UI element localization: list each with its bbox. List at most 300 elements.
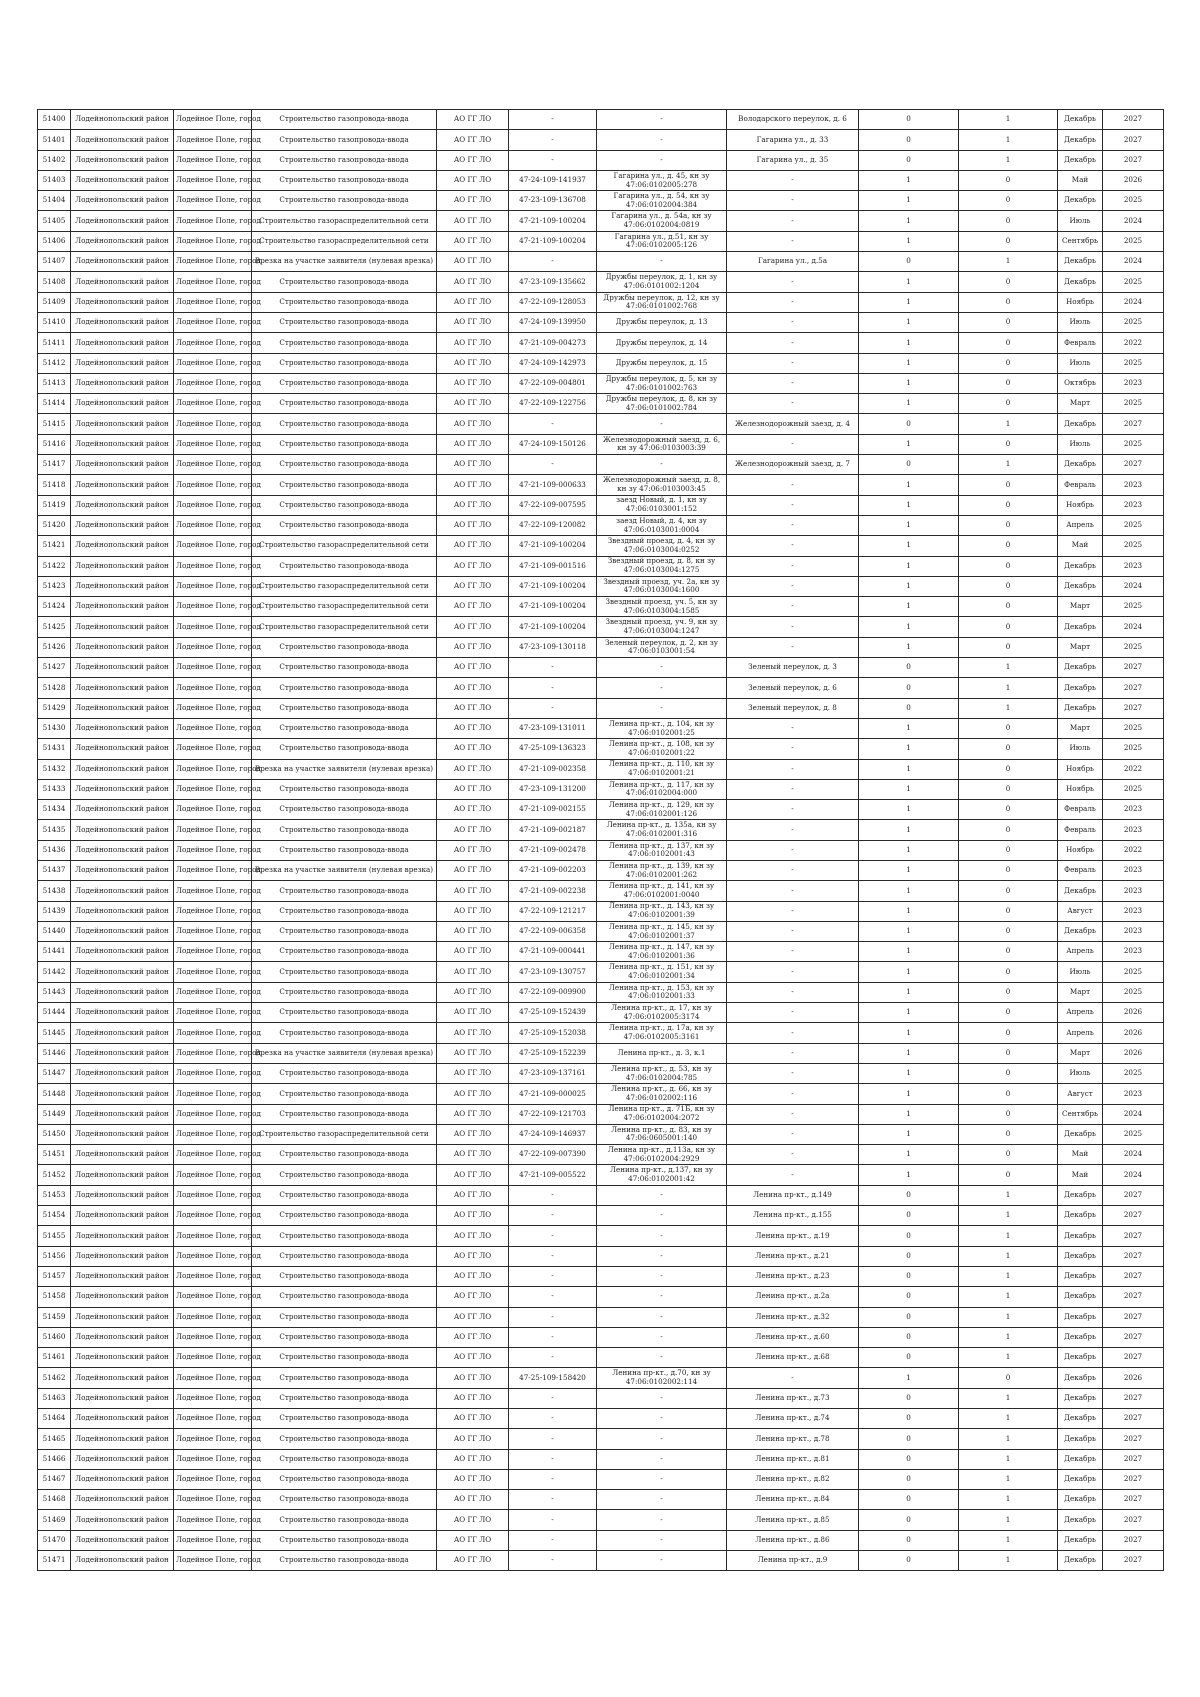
settlement-cell: Лодейное Поле, город: [174, 130, 252, 150]
year-cell: 2025: [1103, 597, 1164, 617]
work-type-cell: Строительство газораспределительной сети: [252, 1124, 437, 1144]
count-a-cell: 0: [859, 130, 959, 150]
contract-number-cell: 47-21-109-001516: [509, 556, 597, 576]
address-cell: Ленина пр-кт., д.23: [727, 1266, 859, 1286]
address-with-cadastral-cell: -: [597, 1307, 727, 1327]
month-cell: Декабрь: [1058, 414, 1103, 434]
contract-number-cell: -: [509, 1266, 597, 1286]
address-with-cadastral-cell: Дружбы переулок, д. 8, кн зу 47:06:0101002:784: [597, 394, 727, 414]
settlement-cell: Лодейное Поле, город: [174, 1185, 252, 1205]
count-b-cell: 1: [959, 252, 1058, 272]
year-cell: 2027: [1103, 130, 1164, 150]
year-cell: 2025: [1103, 515, 1164, 535]
address-cell: Ленина пр-кт., д.81: [727, 1449, 859, 1469]
work-type-cell: Строительство газопровода-ввода: [252, 1469, 437, 1489]
organization-cell: АО ГГ ЛО: [437, 881, 509, 901]
count-a-cell: 1: [859, 1104, 959, 1124]
row-number-cell: 51453: [38, 1185, 71, 1205]
count-b-cell: 0: [959, 1104, 1058, 1124]
organization-cell: АО ГГ ЛО: [437, 1327, 509, 1347]
table-row: [38, 1307, 1164, 1327]
month-cell: Ноябрь: [1058, 779, 1103, 799]
work-type-cell: Строительство газопровода-ввода: [252, 455, 437, 475]
count-b-cell: 1: [959, 130, 1058, 150]
settlement-cell: Лодейное Поле, город: [174, 191, 252, 211]
address-with-cadastral-cell: -: [597, 130, 727, 150]
year-cell: 2027: [1103, 110, 1164, 130]
table-row: [38, 191, 1164, 211]
organization-cell: АО ГГ ЛО: [437, 1490, 509, 1510]
row-number-cell: 51444: [38, 1003, 71, 1023]
count-a-cell: 0: [859, 1226, 959, 1246]
organization-cell: АО ГГ ЛО: [437, 434, 509, 454]
organization-cell: АО ГГ ЛО: [437, 921, 509, 941]
year-cell: 2023: [1103, 1084, 1164, 1104]
count-a-cell: 1: [859, 820, 959, 840]
count-a-cell: 1: [859, 942, 959, 962]
address-with-cadastral-cell: Ленина пр-кт., д. 153, кн зу 47:06:0102001:33: [597, 982, 727, 1002]
count-b-cell: 1: [959, 1388, 1058, 1408]
address-cell: -: [727, 881, 859, 901]
count-a-cell: 1: [859, 312, 959, 332]
district-cell: Лодейнопольский район: [71, 1449, 174, 1469]
address-cell: Зеленый переулок, д. 3: [727, 658, 859, 678]
work-type-cell: Строительство газопровода-ввода: [252, 373, 437, 393]
table-row: [38, 962, 1164, 982]
year-cell: 2027: [1103, 1388, 1164, 1408]
organization-cell: АО ГГ ЛО: [437, 1185, 509, 1205]
month-cell: Декабрь: [1058, 1185, 1103, 1205]
address-with-cadastral-cell: Ленина пр-кт., д. 66, кн зу 47:06:0102002:116: [597, 1084, 727, 1104]
district-cell: Лодейнопольский район: [71, 1003, 174, 1023]
count-b-cell: 0: [959, 820, 1058, 840]
month-cell: Май: [1058, 1145, 1103, 1165]
district-cell: Лодейнопольский район: [71, 414, 174, 434]
row-number-cell: 51434: [38, 800, 71, 820]
address-with-cadastral-cell: Звездный проезд, уч. 5, кн зу 47:06:0103004:1585: [597, 597, 727, 617]
contract-number-cell: -: [509, 1307, 597, 1327]
row-number-cell: 51406: [38, 231, 71, 251]
count-a-cell: 1: [859, 211, 959, 231]
district-cell: Лодейнопольский район: [71, 1307, 174, 1327]
address-cell: -: [727, 1063, 859, 1083]
organization-cell: АО ГГ ЛО: [437, 1104, 509, 1124]
settlement-cell: Лодейное Поле, город: [174, 881, 252, 901]
address-cell: -: [727, 1145, 859, 1165]
month-cell: Декабрь: [1058, 191, 1103, 211]
contract-number-cell: 47-23-109-130118: [509, 637, 597, 657]
organization-cell: АО ГГ ЛО: [437, 779, 509, 799]
settlement-cell: Лодейное Поле, город: [174, 678, 252, 698]
organization-cell: АО ГГ ЛО: [437, 576, 509, 596]
organization-cell: АО ГГ ЛО: [437, 658, 509, 678]
address-with-cadastral-cell: Ленина пр-кт., д. 83, кн зу 47:06:0605001:140: [597, 1124, 727, 1144]
settlement-cell: Лодейное Поле, город: [174, 475, 252, 495]
address-with-cadastral-cell: -: [597, 1469, 727, 1489]
count-a-cell: 1: [859, 718, 959, 738]
address-cell: -: [727, 617, 859, 637]
contract-number-cell: -: [509, 1327, 597, 1347]
district-cell: Лодейнопольский район: [71, 1063, 174, 1083]
settlement-cell: Лодейное Поле, город: [174, 921, 252, 941]
row-number-cell: 51427: [38, 658, 71, 678]
district-cell: Лодейнопольский район: [71, 739, 174, 759]
address-with-cadastral-cell: Ленина пр-кт., д. 135а, кн зу 47:06:0102001:316: [597, 820, 727, 840]
month-cell: Март: [1058, 637, 1103, 657]
settlement-cell: Лодейное Поле, город: [174, 617, 252, 637]
contract-number-cell: -: [509, 1409, 597, 1429]
month-cell: Март: [1058, 1043, 1103, 1063]
row-number-cell: 51445: [38, 1023, 71, 1043]
year-cell: 2027: [1103, 1490, 1164, 1510]
contract-number-cell: 47-21-109-002203: [509, 860, 597, 880]
contract-number-cell: 47-24-109-141937: [509, 170, 597, 190]
year-cell: 2027: [1103, 1206, 1164, 1226]
year-cell: 2022: [1103, 840, 1164, 860]
row-number-cell: 51410: [38, 312, 71, 332]
address-with-cadastral-cell: -: [597, 698, 727, 718]
organization-cell: АО ГГ ЛО: [437, 1409, 509, 1429]
table-row: [38, 150, 1164, 170]
count-a-cell: 0: [859, 1551, 959, 1571]
row-number-cell: 51466: [38, 1449, 71, 1469]
month-cell: Декабрь: [1058, 698, 1103, 718]
row-number-cell: 51433: [38, 779, 71, 799]
year-cell: 2026: [1103, 1023, 1164, 1043]
organization-cell: АО ГГ ЛО: [437, 617, 509, 637]
row-number-cell: 51447: [38, 1063, 71, 1083]
table-row: [38, 373, 1164, 393]
count-a-cell: 1: [859, 1368, 959, 1388]
count-a-cell: 0: [859, 1327, 959, 1347]
address-cell: -: [727, 1124, 859, 1144]
settlement-cell: Лодейное Поле, город: [174, 1084, 252, 1104]
settlement-cell: Лодейное Поле, город: [174, 353, 252, 373]
year-cell: 2025: [1103, 637, 1164, 657]
count-a-cell: 1: [859, 495, 959, 515]
contract-number-cell: -: [509, 1226, 597, 1246]
organization-cell: АО ГГ ЛО: [437, 860, 509, 880]
count-b-cell: 1: [959, 1266, 1058, 1286]
district-cell: Лодейнопольский район: [71, 1368, 174, 1388]
work-type-cell: Строительство газопровода-ввода: [252, 1104, 437, 1124]
district-cell: Лодейнопольский район: [71, 962, 174, 982]
settlement-cell: Лодейное Поле, город: [174, 252, 252, 272]
address-with-cadastral-cell: Дружбы переулок, д. 5, кн зу 47:06:0101002:763: [597, 373, 727, 393]
count-b-cell: 0: [959, 434, 1058, 454]
month-cell: Декабрь: [1058, 617, 1103, 637]
work-type-cell: Строительство газопровода-ввода: [252, 414, 437, 434]
district-cell: Лодейнопольский район: [71, 881, 174, 901]
address-with-cadastral-cell: -: [597, 1348, 727, 1368]
table-row: [38, 1246, 1164, 1266]
contract-number-cell: 47-21-109-100204: [509, 536, 597, 556]
contract-number-cell: 47-24-109-150126: [509, 434, 597, 454]
address-with-cadastral-cell: Дружбы переулок, д. 14: [597, 333, 727, 353]
row-number-cell: 51407: [38, 252, 71, 272]
work-type-cell: Строительство газопровода-ввода: [252, 556, 437, 576]
organization-cell: АО ГГ ЛО: [437, 1023, 509, 1043]
address-cell: Ленина пр-кт., д.85: [727, 1510, 859, 1530]
address-with-cadastral-cell: Ленина пр-кт., д. 17, кн зу 47:06:0102005:3174: [597, 1003, 727, 1023]
district-cell: Лодейнопольский район: [71, 475, 174, 495]
table-row: [38, 1124, 1164, 1144]
organization-cell: АО ГГ ЛО: [437, 191, 509, 211]
count-a-cell: 1: [859, 921, 959, 941]
year-cell: 2024: [1103, 252, 1164, 272]
row-number-cell: 51436: [38, 840, 71, 860]
district-cell: Лодейнопольский район: [71, 1490, 174, 1510]
address-cell: -: [727, 962, 859, 982]
settlement-cell: Лодейное Поле, город: [174, 1023, 252, 1043]
district-cell: Лодейнопольский район: [71, 1429, 174, 1449]
table-row: [38, 881, 1164, 901]
district-cell: Лодейнопольский район: [71, 1206, 174, 1226]
count-b-cell: 1: [959, 110, 1058, 130]
count-a-cell: 1: [859, 373, 959, 393]
count-a-cell: 0: [859, 1490, 959, 1510]
year-cell: 2027: [1103, 1327, 1164, 1347]
district-cell: Лодейнопольский район: [71, 130, 174, 150]
year-cell: 2022: [1103, 333, 1164, 353]
row-number-cell: 51420: [38, 515, 71, 535]
address-cell: Железнодорожный заезд, д. 7: [727, 455, 859, 475]
table-row: [38, 597, 1164, 617]
row-number-cell: 51471: [38, 1551, 71, 1571]
month-cell: Декабрь: [1058, 272, 1103, 292]
year-cell: 2027: [1103, 1246, 1164, 1266]
row-number-cell: 51409: [38, 292, 71, 312]
district-cell: Лодейнопольский район: [71, 1246, 174, 1266]
address-with-cadastral-cell: Звездный проезд, уч. 2а, кн зу 47:06:0103004:1600: [597, 576, 727, 596]
table-row: [38, 455, 1164, 475]
month-cell: Декабрь: [1058, 1409, 1103, 1429]
address-with-cadastral-cell: Гагарина ул., д. 54, кн зу 47:06:0102004:384: [597, 191, 727, 211]
row-number-cell: 51414: [38, 394, 71, 414]
work-type-cell: Строительство газопровода-ввода: [252, 495, 437, 515]
count-a-cell: 1: [859, 475, 959, 495]
row-number-cell: 51440: [38, 921, 71, 941]
address-with-cadastral-cell: Гагарина ул., д. 45, кн зу 47:06:0102005:278: [597, 170, 727, 190]
year-cell: 2027: [1103, 1266, 1164, 1286]
count-b-cell: 0: [959, 373, 1058, 393]
address-cell: Ленина пр-кт., д.60: [727, 1327, 859, 1347]
table-row: [38, 1510, 1164, 1530]
address-cell: Железнодорожный заезд, д. 4: [727, 414, 859, 434]
row-number-cell: 51450: [38, 1124, 71, 1144]
address-cell: Гагарина ул., д. 35: [727, 150, 859, 170]
address-cell: -: [727, 982, 859, 1002]
count-a-cell: 1: [859, 1124, 959, 1144]
count-a-cell: 1: [859, 333, 959, 353]
address-with-cadastral-cell: -: [597, 150, 727, 170]
month-cell: Декабрь: [1058, 1226, 1103, 1246]
month-cell: Июль: [1058, 353, 1103, 373]
month-cell: Декабрь: [1058, 1307, 1103, 1327]
district-cell: Лодейнопольский район: [71, 718, 174, 738]
district-cell: Лодейнопольский район: [71, 333, 174, 353]
address-with-cadastral-cell: Дружбы переулок, д. 15: [597, 353, 727, 373]
count-a-cell: 1: [859, 394, 959, 414]
settlement-cell: Лодейное Поле, город: [174, 1307, 252, 1327]
settlement-cell: Лодейное Поле, город: [174, 1003, 252, 1023]
address-cell: -: [727, 637, 859, 657]
table-row: [38, 860, 1164, 880]
year-cell: 2027: [1103, 150, 1164, 170]
month-cell: Декабрь: [1058, 1429, 1103, 1449]
contract-number-cell: 47-21-109-000633: [509, 475, 597, 495]
contract-number-cell: 47-21-109-002155: [509, 800, 597, 820]
count-a-cell: 0: [859, 1449, 959, 1469]
organization-cell: АО ГГ ЛО: [437, 800, 509, 820]
count-b-cell: 0: [959, 475, 1058, 495]
address-with-cadastral-cell: Ленина пр-кт., д. 143, кн зу 47:06:0102001:39: [597, 901, 727, 921]
settlement-cell: Лодейное Поле, город: [174, 597, 252, 617]
address-with-cadastral-cell: Ленина пр-кт., д. 104, кн зу 47:06:0102001:25: [597, 718, 727, 738]
settlement-cell: Лодейное Поле, город: [174, 1266, 252, 1286]
work-type-cell: Строительство газопровода-ввода: [252, 333, 437, 353]
row-number-cell: 51417: [38, 455, 71, 475]
table-row: [38, 515, 1164, 535]
month-cell: Май: [1058, 170, 1103, 190]
year-cell: 2023: [1103, 556, 1164, 576]
month-cell: Апрель: [1058, 1003, 1103, 1023]
count-a-cell: 1: [859, 1003, 959, 1023]
settlement-cell: Лодейное Поле, город: [174, 982, 252, 1002]
month-cell: Июль: [1058, 739, 1103, 759]
month-cell: Август: [1058, 901, 1103, 921]
address-cell: -: [727, 1368, 859, 1388]
contract-number-cell: -: [509, 252, 597, 272]
year-cell: 2025: [1103, 982, 1164, 1002]
work-type-cell: Строительство газопровода-ввода: [252, 982, 437, 1002]
work-type-cell: Строительство газопровода-ввода: [252, 637, 437, 657]
row-number-cell: 51411: [38, 333, 71, 353]
count-b-cell: 0: [959, 1124, 1058, 1144]
district-cell: Лодейнопольский район: [71, 1348, 174, 1368]
year-cell: 2023: [1103, 881, 1164, 901]
work-type-cell: Строительство газопровода-ввода: [252, 901, 437, 921]
contract-number-cell: 47-22-109-009900: [509, 982, 597, 1002]
contract-number-cell: 47-21-109-000441: [509, 942, 597, 962]
count-b-cell: 0: [959, 759, 1058, 779]
contract-number-cell: -: [509, 1551, 597, 1571]
table-row: [38, 292, 1164, 312]
year-cell: 2027: [1103, 1510, 1164, 1530]
year-cell: 2023: [1103, 820, 1164, 840]
year-cell: 2027: [1103, 678, 1164, 698]
month-cell: Декабрь: [1058, 1530, 1103, 1550]
count-a-cell: 0: [859, 1348, 959, 1368]
organization-cell: АО ГГ ЛО: [437, 1266, 509, 1286]
settlement-cell: Лодейное Поле, город: [174, 556, 252, 576]
year-cell: 2027: [1103, 1449, 1164, 1469]
address-with-cadastral-cell: Звездный проезд, д. 8, кн зу 47:06:0103004:1275: [597, 556, 727, 576]
count-b-cell: 0: [959, 495, 1058, 515]
contract-number-cell: -: [509, 1388, 597, 1408]
address-with-cadastral-cell: -: [597, 1185, 727, 1205]
table-row: [38, 901, 1164, 921]
organization-cell: АО ГГ ЛО: [437, 495, 509, 515]
table-row: [38, 1388, 1164, 1408]
year-cell: 2024: [1103, 292, 1164, 312]
row-number-cell: 51462: [38, 1368, 71, 1388]
count-b-cell: 0: [959, 718, 1058, 738]
count-a-cell: 0: [859, 414, 959, 434]
year-cell: 2027: [1103, 658, 1164, 678]
count-a-cell: 0: [859, 252, 959, 272]
address-with-cadastral-cell: Ленина пр-кт., д. 117, кн зу 47:06:0102004:000: [597, 779, 727, 799]
address-with-cadastral-cell: -: [597, 1388, 727, 1408]
address-cell: Ленина пр-кт., д.78: [727, 1429, 859, 1449]
year-cell: 2026: [1103, 1043, 1164, 1063]
month-cell: Октябрь: [1058, 373, 1103, 393]
district-cell: Лодейнопольский район: [71, 698, 174, 718]
count-b-cell: 0: [959, 536, 1058, 556]
address-cell: -: [727, 1003, 859, 1023]
address-with-cadastral-cell: заезд Новый, д. 4, кн зу 47:06:0103001:0004: [597, 515, 727, 535]
work-type-cell: Врезка на участке заявителя (нулевая врезка): [252, 860, 437, 880]
year-cell: 2023: [1103, 495, 1164, 515]
row-number-cell: 51442: [38, 962, 71, 982]
address-with-cadastral-cell: Железнодорожный заезд, д. 8, кн зу 47:06:0103003:45: [597, 475, 727, 495]
contract-number-cell: 47-21-109-002358: [509, 759, 597, 779]
table-row: [38, 820, 1164, 840]
contract-number-cell: 47-25-109-136323: [509, 739, 597, 759]
settlement-cell: Лодейное Поле, город: [174, 800, 252, 820]
table-row: [38, 678, 1164, 698]
year-cell: 2025: [1103, 231, 1164, 251]
organization-cell: АО ГГ ЛО: [437, 840, 509, 860]
district-cell: Лодейнопольский район: [71, 1287, 174, 1307]
table-row: [38, 1469, 1164, 1489]
month-cell: Июль: [1058, 434, 1103, 454]
contract-number-cell: 47-22-109-121703: [509, 1104, 597, 1124]
count-b-cell: 0: [959, 921, 1058, 941]
settlement-cell: Лодейное Поле, город: [174, 1368, 252, 1388]
organization-cell: АО ГГ ЛО: [437, 1206, 509, 1226]
count-b-cell: 1: [959, 658, 1058, 678]
year-cell: 2027: [1103, 1348, 1164, 1368]
count-b-cell: 1: [959, 1409, 1058, 1429]
row-number-cell: 51429: [38, 698, 71, 718]
count-a-cell: 1: [859, 576, 959, 596]
work-type-cell: Строительство газопровода-ввода: [252, 1023, 437, 1043]
organization-cell: АО ГГ ЛО: [437, 1429, 509, 1449]
work-type-cell: Строительство газопровода-ввода: [252, 1185, 437, 1205]
organization-cell: АО ГГ ЛО: [437, 901, 509, 921]
contract-number-cell: 47-21-109-002478: [509, 840, 597, 860]
count-a-cell: 0: [859, 1185, 959, 1205]
work-type-cell: Строительство газопровода-ввода: [252, 110, 437, 130]
month-cell: Декабрь: [1058, 921, 1103, 941]
month-cell: Декабрь: [1058, 110, 1103, 130]
month-cell: Декабрь: [1058, 881, 1103, 901]
organization-cell: АО ГГ ЛО: [437, 597, 509, 617]
year-cell: 2027: [1103, 1409, 1164, 1429]
organization-cell: АО ГГ ЛО: [437, 1348, 509, 1368]
contract-number-cell: -: [509, 1206, 597, 1226]
work-type-cell: Строительство газопровода-ввода: [252, 1530, 437, 1550]
work-type-cell: Строительство газопровода-ввода: [252, 881, 437, 901]
district-cell: Лодейнопольский район: [71, 394, 174, 414]
work-type-cell: Строительство газопровода-ввода: [252, 658, 437, 678]
count-b-cell: 0: [959, 1023, 1058, 1043]
table-row: [38, 617, 1164, 637]
row-number-cell: 51470: [38, 1530, 71, 1550]
contract-number-cell: -: [509, 1530, 597, 1550]
district-cell: Лодейнопольский район: [71, 1510, 174, 1530]
